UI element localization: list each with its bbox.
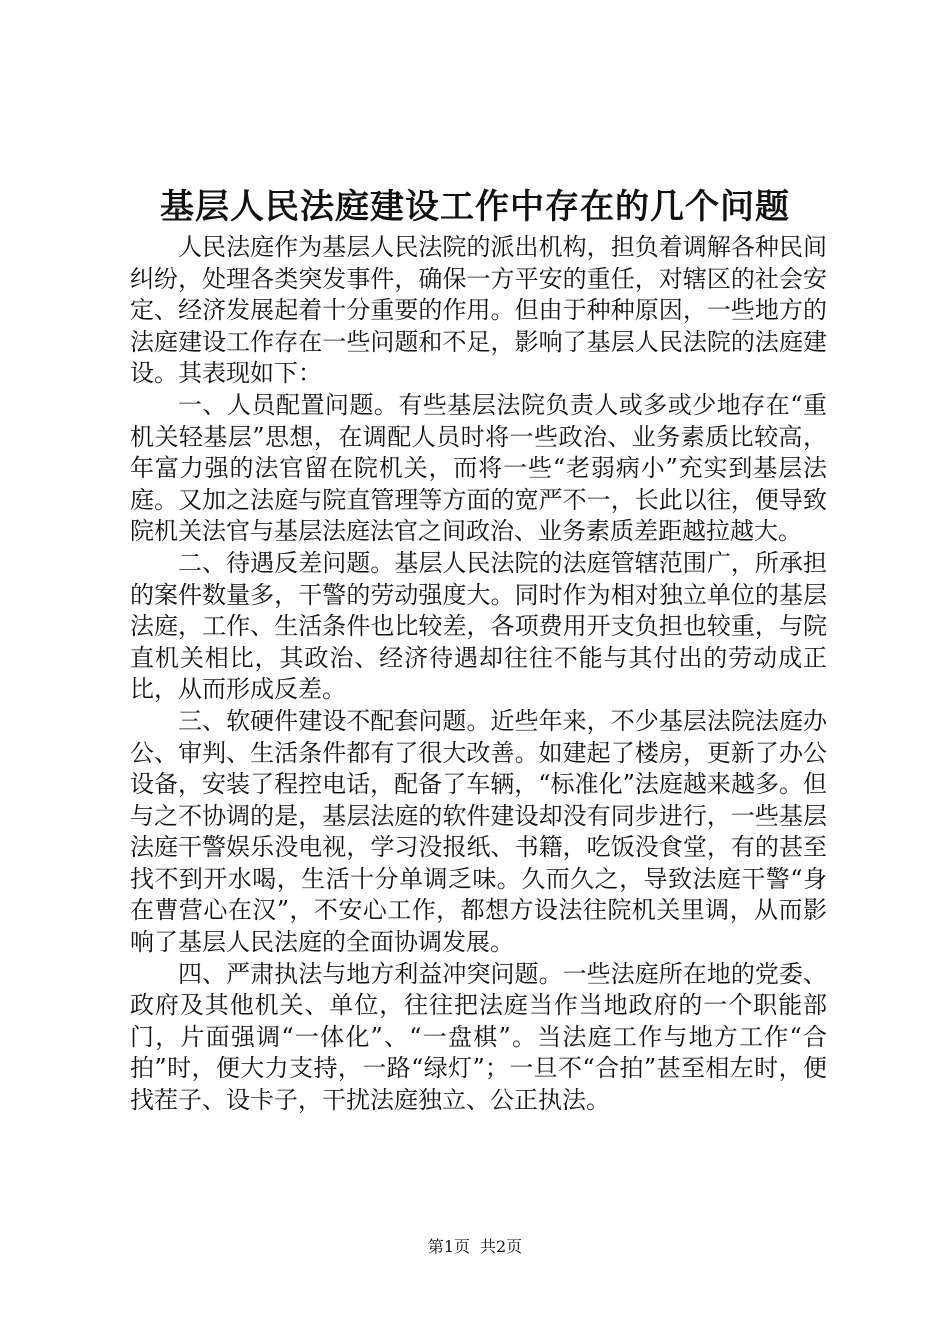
document-body (130, 232, 827, 1117)
paragraph-staffing: 一、人员配置问题。有些基层法院负责人或多或少地存在“重机关轻基层”思想，在调配人员时将一些政治、业务素质比较高，年富力强的法官留在院机关，而将一些“老弱病小”充实到基层法庭。又加之法庭与院直管理等方面的宽严不一，长此以往，便导致院机关法官与基层法庭法官之间政治、业务素质差距越拉越大。 (130, 390, 827, 546)
paragraph-facilities: 三、软硬件建设不配套问题。近些年来，不少基层法院法庭办公、审判、生活条件都有了很大改善。如建起了楼房，更新了办公设备，安装了程控电话，配备了车辆，“标准化”法庭越来越多。但与之不协调的是，基层法庭的软件建设却没有同步进行，一些基层法庭干警娱乐没电视，学习没报纸、书籍，吃饭没食堂，有的甚至找不到开水喝，生活十分单调乏味。久而久之，导致法庭干警“身在曹营心在汉”，不安心工作，都想方设法往院机关里调，从而影响了基层人民法庭的全面协调发展。 (130, 706, 827, 957)
paragraph-intro: 人民法庭作为基层人民法院的派出机构，担负着调解各种民间纠纷，处理各类突发事件，确保一方平安的重任，对辖区的社会安定、经济发展起着十分重要的作用。但由于种种原因，一些地方的法庭建设工作存在一些问题和不足，影响了基层人民法院的法庭建设。其表现如下： (130, 233, 827, 388)
paragraph-treatment: 二、待遇反差问题。基层人民法院的法庭管辖范围广，所承担的案件数量多，干警的劳动强度大。同时作为相对独立单位的基层法庭，工作、生活条件也比较差，各项费用开支负担也较重，与院直机关相比，其政治、经济待遇却往往不能与其付出的劳动成正比，从而形成反差。 (130, 548, 827, 704)
page-footer (0, 1236, 950, 1258)
page-number: 第1页 (427, 1237, 470, 1256)
paragraph-local-interest: 四、严肃执法与地方利益冲突问题。一些法庭所在地的党委、政府及其他机关、单位，往往把法庭当作当地政府的一个职能部门，片面强调“一体化”、“一盘棋”。当法庭工作与地方工作“合拍”时，便大力支持，一路“绿灯”；一旦不“合拍”甚至相左时，便找茬子、设卡子，干扰法庭独立、公正执法。 (130, 959, 827, 1115)
document-title: 基层人民法庭建设工作中存在的几个问题 (160, 187, 790, 227)
page-total: 共2页 (480, 1237, 523, 1256)
